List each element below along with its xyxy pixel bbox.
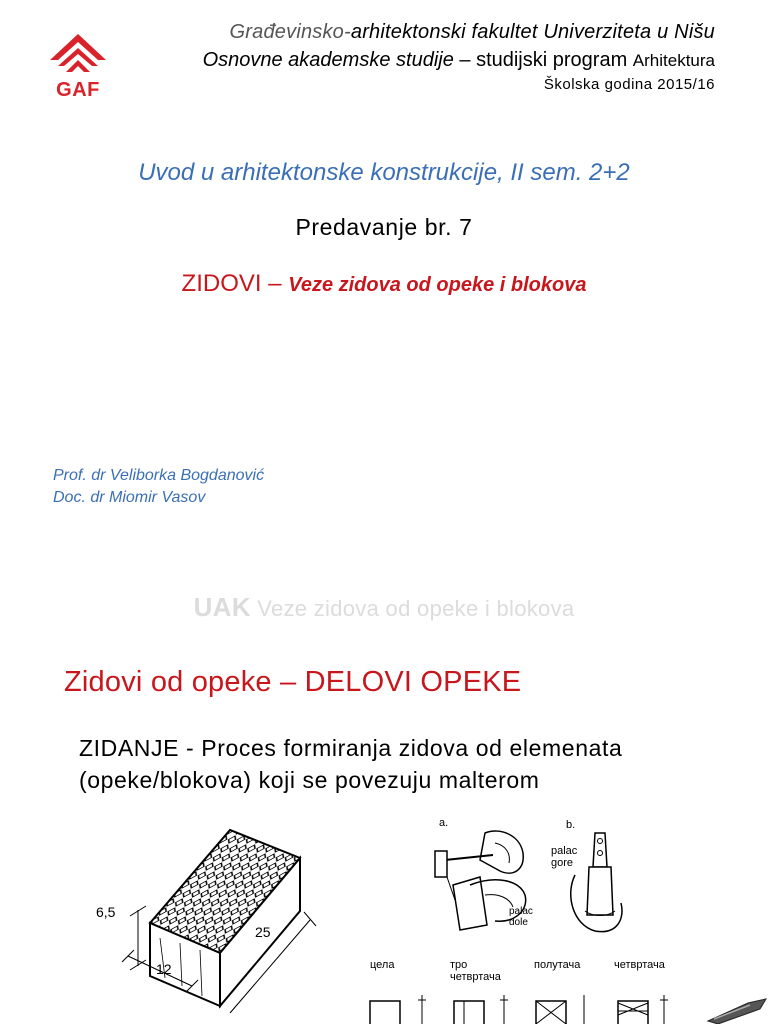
hands-drawing-icon (425, 815, 665, 945)
header-faculty-prefix: Građevinsko- (229, 21, 351, 43)
thumb-up-line-2: gore (551, 857, 574, 869)
thumb-down-line-2: dole (509, 917, 528, 928)
hands-label-a: a. (439, 817, 449, 829)
body-line-2: (opeke/blokova) koji se povezuju malterom (79, 767, 540, 793)
authors (53, 465, 264, 509)
part-tro-line-1: тро (450, 959, 468, 971)
brick-parts-figure (358, 945, 698, 1024)
header-program (203, 49, 715, 72)
brick-dim-length: 25 (255, 924, 271, 940)
course-title: Uvod u arhitektonske konstrukcije, II sem. 2+2 (138, 159, 630, 186)
watermark-text: Veze zidova od opeke i blokova (250, 596, 575, 621)
part-cetvrtaca-label: четвртача (614, 959, 665, 971)
brick-dim-width: 12 (156, 961, 172, 977)
header-faculty (230, 21, 715, 44)
header-program-label: – studijski program (453, 49, 633, 71)
brick-parts-drawing-icon (358, 945, 698, 1024)
section-title: Zidovi od opeke – DELOVI OPEKE (64, 666, 522, 698)
header-faculty-name: arhitektonski fakultet Univerziteta u Nišu (350, 21, 715, 43)
body-text (79, 732, 739, 796)
part-cela-label: цела (370, 959, 395, 971)
logo-text: GAF (56, 79, 100, 101)
lecture-title-sub: Veze zidova od opeke i blokova (288, 274, 587, 296)
header-year: Školska godina 2015/16 (543, 76, 715, 93)
lecture-number: Predavanje br. 7 (295, 214, 473, 240)
thumb-up-line-1: palac (551, 845, 578, 857)
part-tro-line-2: четвртача (450, 971, 501, 983)
brick-drawing-icon (110, 808, 360, 1024)
trowel-icon (698, 995, 768, 1024)
body-line-1: ZIDANJE - Proces formiranja zidova od elemenata (79, 735, 623, 761)
watermark-abbr: UAK (193, 592, 251, 622)
slide-watermark (0, 592, 768, 623)
hands-thumb-up (551, 845, 577, 869)
lecture-title-main: ZIDOVI – (181, 270, 289, 297)
header-program-name: Arhitektura (632, 51, 715, 70)
author-1: Prof. dr Veliborka Bogdanović (53, 467, 265, 484)
author-2: Doc. dr Miomir Vasov (53, 489, 206, 506)
thumb-down-line-1: palac (509, 906, 533, 917)
hands-label-b: b. (566, 819, 576, 831)
lecture-title (0, 270, 768, 298)
part-polutaca-label: полутача (534, 959, 581, 971)
brick-dim-height: 6,5 (96, 904, 116, 920)
brick-figure (96, 808, 360, 1024)
hands-thumb-down (509, 906, 533, 928)
hands-figure (425, 815, 665, 945)
header-studies: Osnovne akademske studije (202, 49, 454, 71)
